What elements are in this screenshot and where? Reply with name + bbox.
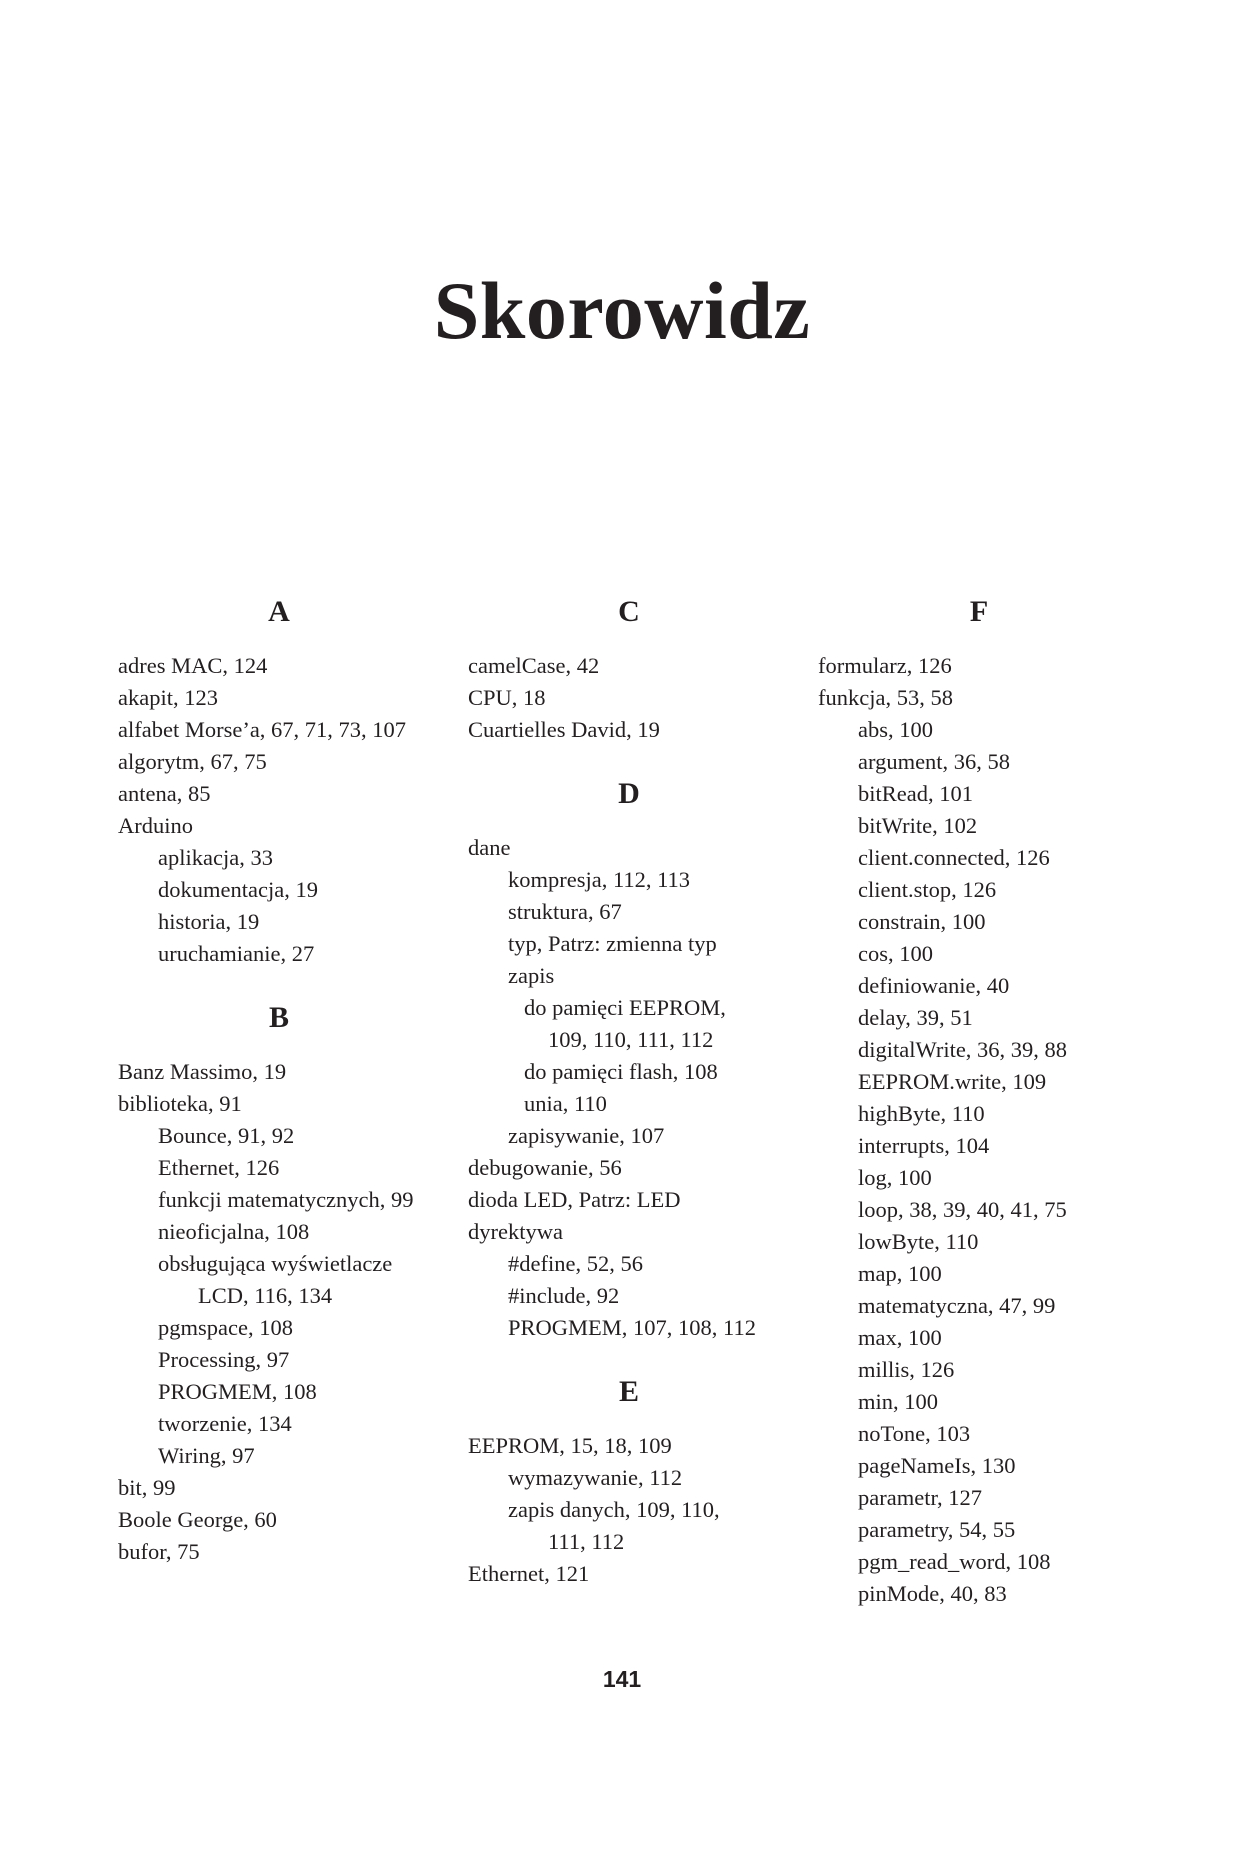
- index-subentry: tworzenie, 134: [158, 1411, 292, 1436]
- index-entry: funkcja, 53, 58: [818, 685, 953, 710]
- index-section-b: [118, 1002, 458, 1568]
- index-subentry: struktura, 67: [508, 899, 622, 924]
- index-subentry: pgm_read_word, 108: [858, 1549, 1051, 1574]
- index-entry-list: [468, 1430, 808, 1590]
- index-subentry: constrain, 100: [858, 909, 986, 934]
- section-letter: C: [618, 595, 640, 628]
- index-subentry: PROGMEM, 107, 108, 112: [508, 1315, 756, 1340]
- index-subentry: obsługująca wyświetlacze: [158, 1251, 393, 1276]
- index-subentry: parametry, 54, 55: [858, 1517, 1016, 1542]
- section-letter: F: [969, 595, 989, 628]
- index-subentry: kompresja, 112, 113: [508, 867, 691, 892]
- index-subentry: nieoficjalna, 108: [158, 1219, 310, 1244]
- section-letter: B: [268, 1001, 289, 1034]
- index-entry: adres MAC, 124: [118, 653, 268, 678]
- index-subentry: uruchamianie, 27: [158, 941, 315, 966]
- index-subentry: interrupts, 104: [858, 1133, 990, 1158]
- index-subentry: max, 100: [858, 1325, 942, 1350]
- index-subentry: matematyczna, 47, 99: [858, 1293, 1056, 1318]
- index-section-a: [118, 596, 458, 970]
- index-entry: CPU, 18: [468, 685, 546, 710]
- index-subentry: client.stop, 126: [858, 877, 997, 902]
- index-entry: Boole George, 60: [118, 1507, 277, 1532]
- index-subentry: unia, 110: [524, 1091, 607, 1116]
- index-entry-list: [468, 650, 808, 746]
- index-subentry: min, 100: [858, 1389, 939, 1414]
- index-entry-list: [118, 1056, 458, 1568]
- index-entry: alfabet Morse’a, 67, 71, 73, 107: [118, 717, 407, 742]
- index-subentry: millis, 126: [858, 1357, 955, 1382]
- index-section-f: [818, 596, 1158, 1610]
- section-spacer: [468, 746, 808, 778]
- index-entry: biblioteka, 91: [118, 1091, 242, 1116]
- index-entry: dyrektywa: [468, 1219, 563, 1244]
- index-entry: Cuartielles David, 19: [468, 717, 660, 742]
- index-subentry: historia, 19: [158, 909, 260, 934]
- index-subentry: Wiring, 97: [158, 1443, 255, 1468]
- index-section-d: [468, 778, 808, 1344]
- index-subentry: Processing, 97: [158, 1347, 290, 1372]
- index-subentry: #include, 92: [508, 1283, 620, 1308]
- index-entry: Ethernet, 121: [468, 1561, 590, 1586]
- section-spacer: [118, 970, 458, 1002]
- index-column-2: [468, 596, 808, 1590]
- section-letter: D: [618, 777, 640, 810]
- index-subentry: map, 100: [858, 1261, 942, 1286]
- index-subentry: parametr, 127: [858, 1485, 983, 1510]
- index-subentry: #define, 52, 56: [508, 1251, 643, 1276]
- index-entry-list: [818, 650, 1158, 1610]
- index-entry-list: [118, 650, 458, 970]
- index-subentry: LCD, 116, 134: [198, 1283, 333, 1308]
- index-entry: EEPROM, 15, 18, 109: [468, 1433, 672, 1458]
- index-subentry: PROGMEM, 108: [158, 1379, 317, 1404]
- index-subentry: typ, Patrz: zmienna typ: [508, 931, 717, 956]
- index-subentry: 109, 110, 111, 112: [548, 1027, 714, 1052]
- index-subentry: EEPROM.write, 109: [858, 1069, 1047, 1094]
- index-column-3: [818, 596, 1158, 1610]
- index-subentry: 111, 112: [548, 1529, 625, 1554]
- index-subentry: zapisywanie, 107: [508, 1123, 665, 1148]
- index-section-c: [468, 596, 808, 746]
- index-subentry: delay, 39, 51: [858, 1005, 973, 1030]
- index-entry: formularz, 126: [818, 653, 952, 678]
- index-entry: dane: [468, 835, 511, 860]
- index-entry: akapit, 123: [118, 685, 218, 710]
- index-subentry: dokumentacja, 19: [158, 877, 318, 902]
- index-entry: camelCase, 42: [468, 653, 600, 678]
- section-letter: A: [268, 595, 290, 628]
- index-entry: bufor, 75: [118, 1539, 200, 1564]
- section-spacer: [468, 1344, 808, 1376]
- index-entry: Banz Massimo, 19: [118, 1059, 287, 1084]
- index-subentry: lowByte, 110: [858, 1229, 979, 1254]
- index-subentry: funkcji matematycznych, 99: [158, 1187, 414, 1212]
- index-entry: antena, 85: [118, 781, 211, 806]
- index-subentry: bitWrite, 102: [858, 813, 978, 838]
- index-entry-list: [468, 832, 808, 1344]
- index-entry: Arduino: [118, 813, 193, 838]
- index-subentry: wymazywanie, 112: [508, 1465, 683, 1490]
- page-title: Skorowidz: [433, 265, 811, 356]
- index-subentry: do pamięci EEPROM,: [524, 995, 726, 1020]
- section-letter: E: [618, 1375, 639, 1408]
- index-subentry: definiowanie, 40: [858, 973, 1010, 998]
- index-subentry: pgmspace, 108: [158, 1315, 293, 1340]
- index-subentry: zapis: [508, 963, 555, 988]
- index-subentry: abs, 100: [858, 717, 933, 742]
- index-section-e: [468, 1376, 808, 1590]
- index-subentry: Bounce, 91, 92: [158, 1123, 295, 1148]
- index-column-1: [118, 596, 458, 1568]
- index-subentry: Ethernet, 126: [158, 1155, 280, 1180]
- index-subentry: pageNameIs, 130: [858, 1453, 1016, 1478]
- index-subentry: log, 100: [858, 1165, 932, 1190]
- index-subentry: highByte, 110: [858, 1101, 985, 1126]
- index-subentry: client.connected, 126: [858, 845, 1050, 870]
- index-entry: bit, 99: [118, 1475, 176, 1500]
- index-entry: algorytm, 67, 75: [118, 749, 267, 774]
- index-subentry: noTone, 103: [858, 1421, 971, 1446]
- index-subentry: argument, 36, 58: [858, 749, 1011, 774]
- index-subentry: bitRead, 101: [858, 781, 973, 806]
- index-subentry: cos, 100: [858, 941, 933, 966]
- index-entry: dioda LED, Patrz: LED: [468, 1187, 681, 1212]
- index-subentry: pinMode, 40, 83: [858, 1581, 1007, 1606]
- index-subentry: aplikacja, 33: [158, 845, 273, 870]
- index-subentry: digitalWrite, 36, 39, 88: [858, 1037, 1068, 1062]
- page-number: 141: [602, 1666, 642, 1692]
- index-subentry: zapis danych, 109, 110,: [508, 1497, 720, 1522]
- index-subentry: do pamięci flash, 108: [524, 1059, 718, 1084]
- index-subentry: loop, 38, 39, 40, 41, 75: [858, 1197, 1067, 1222]
- index-entry: debugowanie, 56: [468, 1155, 622, 1180]
